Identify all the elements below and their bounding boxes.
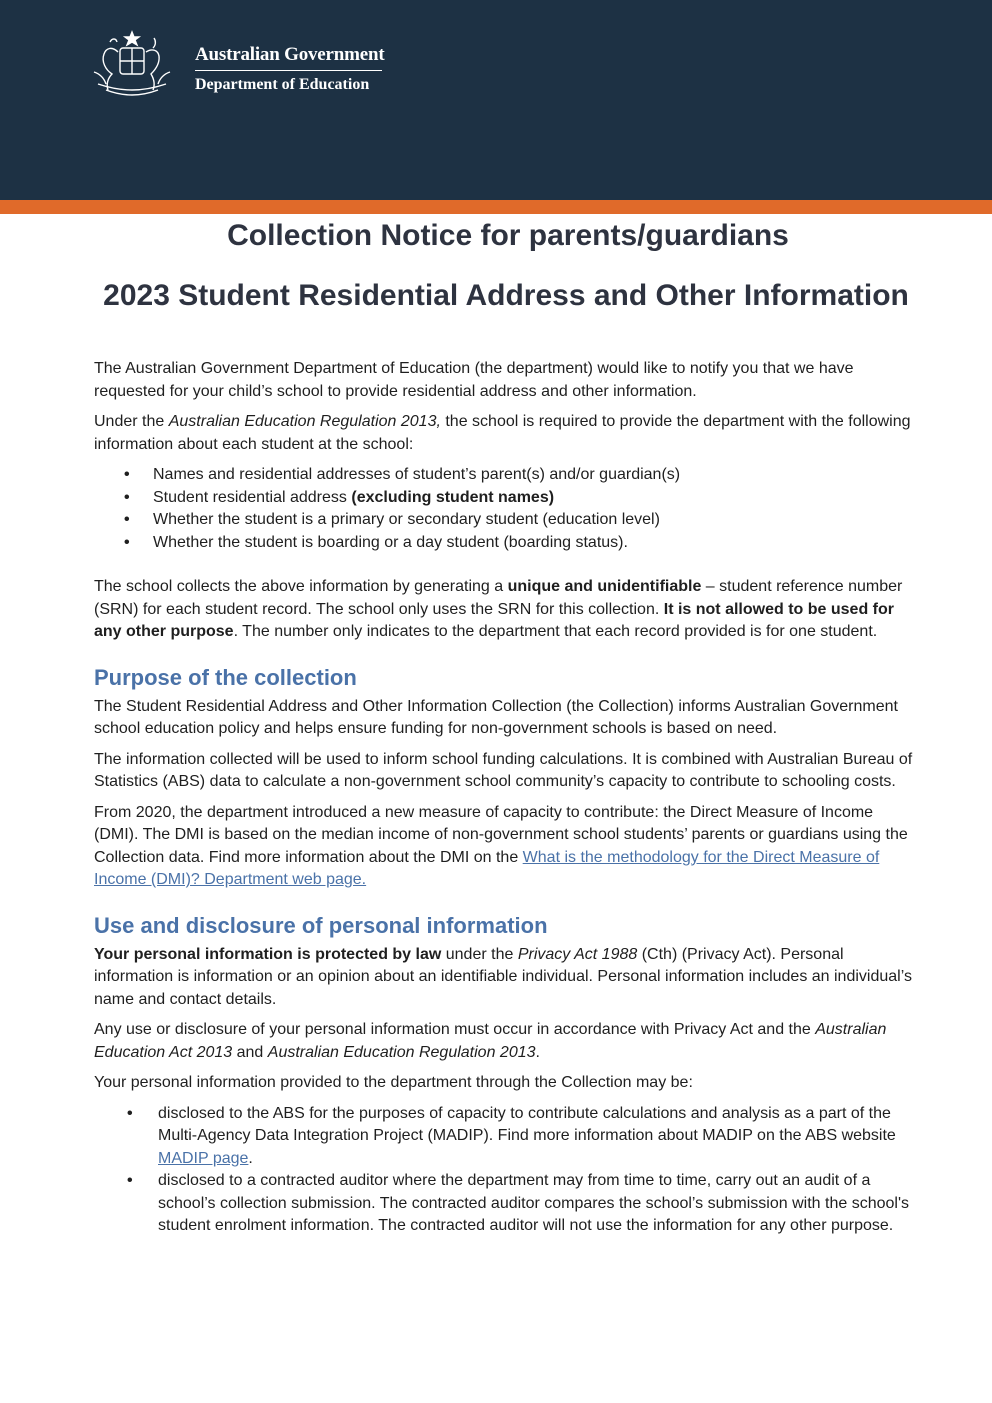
use-paragraph-3: Your personal information provided to the department through the Collection may be: <box>94 1074 693 1091</box>
regulation-title: Australian Education Regulation 2013, <box>168 413 441 430</box>
page-subtitle: 2023 Student Residential Address and Other Information <box>103 279 909 312</box>
section-heading-use-disclosure: Use and disclosure of personal information <box>94 912 548 938</box>
bullet-icon: • <box>124 488 130 506</box>
use-paragraph-1: Your personal information is protected by law under the Privacy Act 1988 (Cth) (Privacy Act). Personal information is information or an opinion about an identifiable individual. Personal information includes an individual’s name and contact details. <box>94 945 912 1008</box>
spacer <box>94 554 920 576</box>
government-name: Australian Government <box>195 44 385 65</box>
bullet-icon: • <box>124 511 130 528</box>
list-item: • Whether the student is boarding or a day student (boarding status). <box>94 532 920 555</box>
section-heading-purpose: Purpose of the collection <box>94 664 357 690</box>
required-info-list <box>94 464 920 554</box>
use-paragraph-2: Any use or disclosure of your personal information must occur in accordance with Privacy Act and the Australian Education Act 2013 and Australian Education Regulation 2013. <box>94 1021 887 1061</box>
intro-paragraph-3: The school collects the above information by generating a unique and unidentifiable – student reference number (SRN) for each student record. The school only uses the SRN for this collection. It is not allowed to be used for any other purpose. The number only indicates to the department that each record provided is for one student. <box>94 578 903 640</box>
purpose-paragraph-2: The information collected will be used to inform school funding calculations. It is combined with Australian Bureau of Statistics (ABS) data to calculate a non-government school community’s capacity to contribute to schooling costs. <box>94 750 913 790</box>
page-title: Collection Notice for parents/guardians <box>227 219 789 252</box>
department-name: Department of Education <box>195 76 370 93</box>
list-item: • disclosed to the ABS for the purposes of capacity to contribute calculations and analysis as a part of the Multi-Agency Data Integration Project (MADIP). Find more information about MADIP on the ABS website MADIP page. <box>127 1104 896 1167</box>
coat-of-arms-icon <box>86 28 178 100</box>
dmi-methodology-link[interactable]: What is the methodology for the Direct Measure of Income (DMI)? Department web page. <box>94 848 880 888</box>
disclosure-list <box>94 1103 920 1238</box>
header-banner <box>0 0 992 200</box>
intro-paragraph-1: The Australian Government Department of Education (the department) would like to notify you that we have requested for your child’s school to provide residential address and other information. <box>94 360 854 400</box>
bullet-icon: • <box>124 533 130 551</box>
list-item: • disclosed to a contracted auditor where the department may from time to time, carry out an audit of a school’s collection submission. The contracted auditor compares the school’s submission with the school's student enrolment information. The contracted auditor will not use the information for any other purpose. <box>127 1172 909 1234</box>
purpose-paragraph-1: The Student Residential Address and Other Information Collection (the Collection) informs Australian Government school education policy and helps ensure funding for non-government schools is based on need. <box>94 697 898 737</box>
list-item: • Student residential address (excluding student names) <box>94 487 920 510</box>
bullet-icon: • <box>127 1104 133 1122</box>
purpose-paragraph-3: From 2020, the department introduced a new measure of capacity to contribute: the Direct Measure of Income (DMI). The DMI is based on the median income of non-government school students’ parents or guardians using the Collection data. Find more information about the DMI on the What is the methodology for the Direct Measure of Income (DMI)? Department web page. <box>94 803 908 888</box>
document-body <box>94 358 920 1238</box>
logo-divider <box>195 70 382 71</box>
bullet-icon: • <box>127 1172 133 1189</box>
intro-paragraph-2: Under the Australian Education Regulation 2013, the school is required to provide the department with the following information about each student at the school: <box>94 413 911 453</box>
list-item: • Whether the student is a primary or secondary student (education level) <box>94 509 920 532</box>
list-item: • Names and residential addresses of student’s parent(s) and/or guardian(s) <box>94 464 920 487</box>
header-accent-stripe <box>0 200 992 214</box>
madip-page-link[interactable]: MADIP page <box>158 1149 249 1167</box>
bullet-icon: • <box>124 466 130 483</box>
